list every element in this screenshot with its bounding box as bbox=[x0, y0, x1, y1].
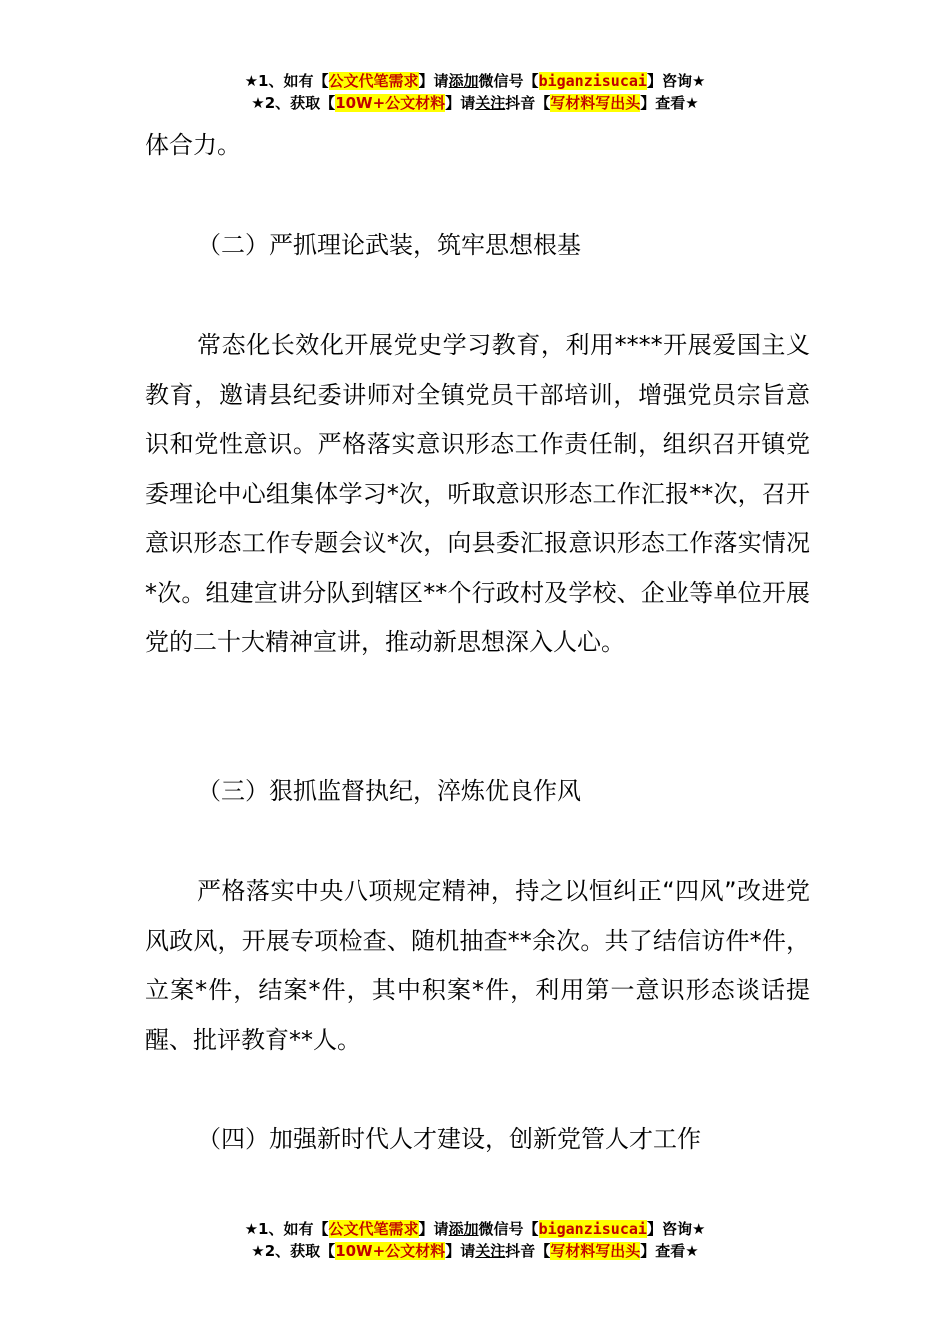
banner-highlight: 公文代笔需求 bbox=[328, 1220, 419, 1238]
banner-text: 】请 bbox=[418, 72, 449, 90]
banner-text: 】请 bbox=[418, 1220, 449, 1238]
footer-banner bbox=[0, 1218, 950, 1262]
banner-text: 抖音【 bbox=[505, 94, 551, 112]
banner-text: 微信号【 bbox=[478, 1220, 539, 1238]
banner-wechat-id: biganzisucai bbox=[538, 72, 647, 90]
banner-text: ★1、如有【 bbox=[244, 1220, 329, 1238]
banner-highlight: 10W+公文材料 bbox=[335, 1242, 446, 1260]
banner-text: 】请 bbox=[445, 94, 476, 112]
section-2-paragraph: 常态化长效化开展党史学习教育，利用****开展爱国主义教育，邀请县纪委讲师对全镇党员干部培训，增强党员宗旨意识和党性意识。严格落实意识形态工作责任制，组织召开镇党委理论中心组集体学习*次，听取意识形态工作汇报**次，召开意识形态工作专题会议*次，向县委汇报意识形态工作落实情况*次。组建宣讲分队到辖区**个行政村及学校、企业等单位开展党的二十大精神宣讲，推动新思想深入人心。 bbox=[145, 331, 810, 656]
banner-douyin-account: 写材料写出头 bbox=[550, 1242, 641, 1260]
banner-text: 】咨询★ bbox=[646, 72, 706, 90]
continuation-text: 体合力。 bbox=[145, 131, 241, 159]
banner-text: ★2、获取【 bbox=[251, 1242, 336, 1260]
banner-underlined-text: 关注 bbox=[475, 1242, 506, 1260]
section-heading-3: （三）狠抓监督执纪，淬炼优良作风 bbox=[197, 777, 581, 805]
banner-text: 】请 bbox=[445, 1242, 476, 1260]
section-3-paragraph: 严格落实中央八项规定精神，持之以恒纠正“四风”改进党风政风，开展专项检查、随机抽查**余次。共了结信访件*件，立案*件，结案*件，其中积案*件，利用第一意识形态谈话提醒、批评教育**人。 bbox=[145, 877, 810, 1054]
banner-underlined-text: 添加 bbox=[448, 72, 479, 90]
banner-text: 微信号【 bbox=[478, 72, 539, 90]
banner-highlight: 10W+公文材料 bbox=[335, 94, 446, 112]
banner-line-2 bbox=[0, 1240, 950, 1262]
banner-line-1 bbox=[0, 1218, 950, 1240]
banner-text: ★1、如有【 bbox=[244, 72, 329, 90]
banner-underlined-text: 添加 bbox=[448, 1220, 479, 1238]
banner-text: 】查看★ bbox=[640, 94, 699, 112]
banner-underlined-text: 关注 bbox=[475, 94, 506, 112]
banner-text: 】查看★ bbox=[640, 1242, 699, 1260]
banner-line-2 bbox=[0, 92, 950, 114]
banner-text: 抖音【 bbox=[505, 1242, 551, 1260]
banner-text: 】咨询★ bbox=[646, 1220, 706, 1238]
section-heading-2: （二）严抓理论武装，筑牢思想根基 bbox=[197, 231, 581, 259]
section-heading-4: （四）加强新时代人才建设，创新党管人才工作 bbox=[197, 1125, 701, 1153]
banner-line-1 bbox=[0, 70, 950, 92]
banner-text: ★2、获取【 bbox=[251, 94, 336, 112]
banner-douyin-account: 写材料写出头 bbox=[550, 94, 641, 112]
banner-highlight: 公文代笔需求 bbox=[328, 72, 419, 90]
banner-wechat-id: biganzisucai bbox=[538, 1220, 647, 1238]
header-banner bbox=[0, 70, 950, 114]
